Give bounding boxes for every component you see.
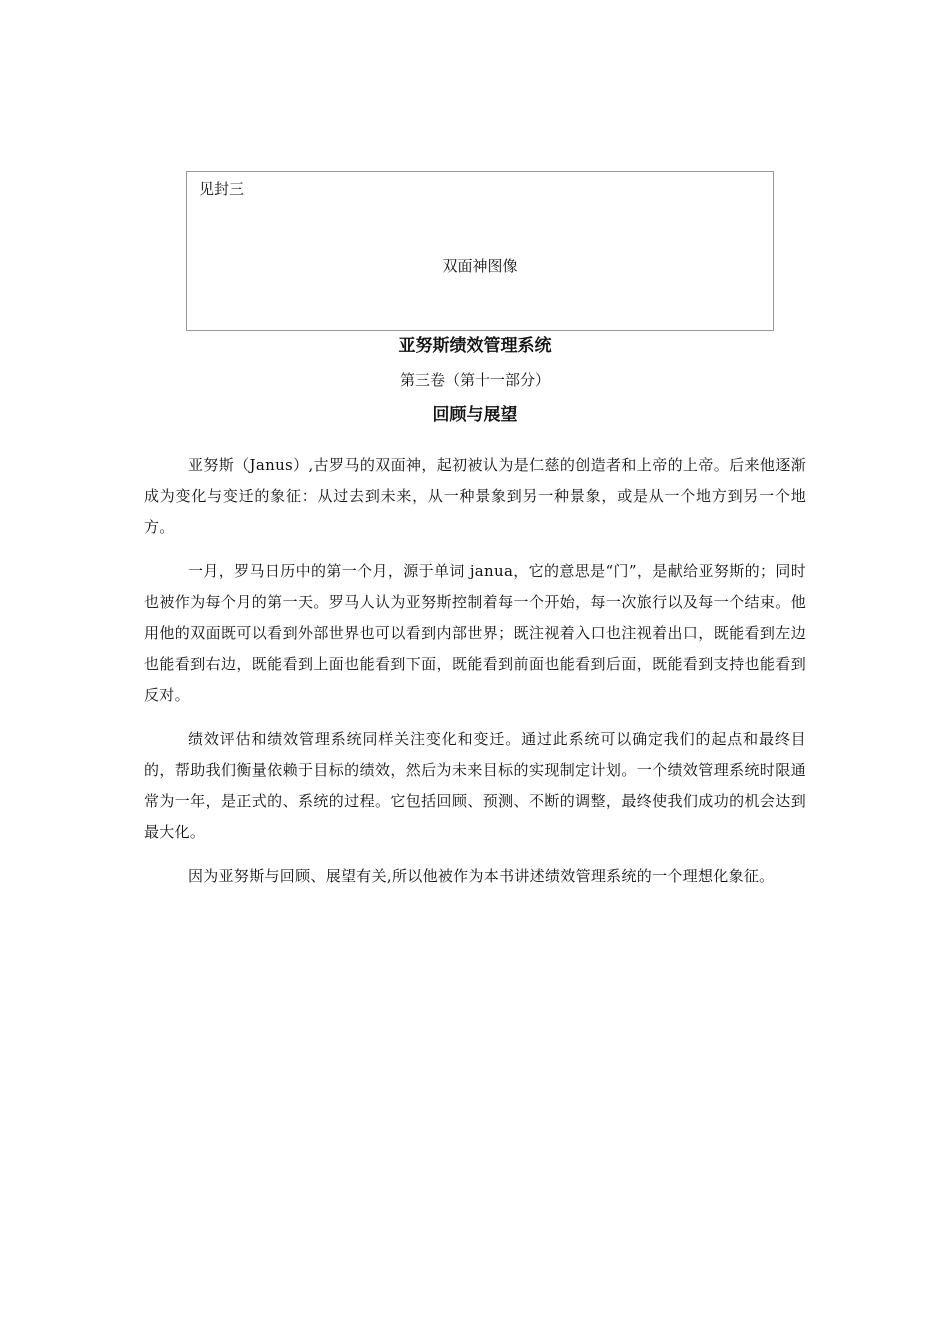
document-subtitle: 回顾与展望	[432, 405, 518, 425]
figure-note: 见封三	[199, 180, 245, 198]
paragraph: 亚努斯（Janus）,古罗马的双面神，起初被认为是仁慈的创造者和上帝的上帝。后来他逐渐成为变化与变迁的象征：从过去到未来，从一种景象到另一种景象，或是从一个地方到另一个地方。	[144, 456, 806, 536]
body-text	[144, 450, 806, 905]
figure-caption: 双面神图像	[442, 257, 518, 275]
document-title: 亚努斯绩效管理系统	[398, 336, 552, 356]
paragraph: 因为亚努斯与回顾、展望有关,所以他被作为本书讲述绩效管理系统的一个理想化象征。	[188, 867, 775, 885]
figure-placeholder	[186, 171, 774, 331]
paragraph: 绩效评估和绩效管理系统同样关注变化和变迁。通过此系统可以确定我们的起点和最终目的，帮助我们衡量依赖于目标的绩效，然后为未来目标的实现制定计划。一个绩效管理系统时限通常为一年，是正式的、系统的过程。它包括回顾、预测、不断的调整，最终使我们成功的机会达到最大化。	[144, 730, 806, 841]
paragraph: 一月，罗马日历中的第一个月，源于单词 janua，它的意思是“门”，是献给亚努斯的；同时也被作为每个月的第一天。罗马人认为亚努斯控制着每一个开始，每一次旅行以及每一个结束。他用他的双面既可以看到外部世界也可以看到内部世界；既注视着入口也注视着出口，既能看到左边也能看到右边，既能看到上面也能看到下面，既能看到前面也能看到后面，既能看到支持也能看到反对。	[144, 562, 806, 704]
document-volume: 第三卷（第十一部分）	[399, 371, 550, 389]
